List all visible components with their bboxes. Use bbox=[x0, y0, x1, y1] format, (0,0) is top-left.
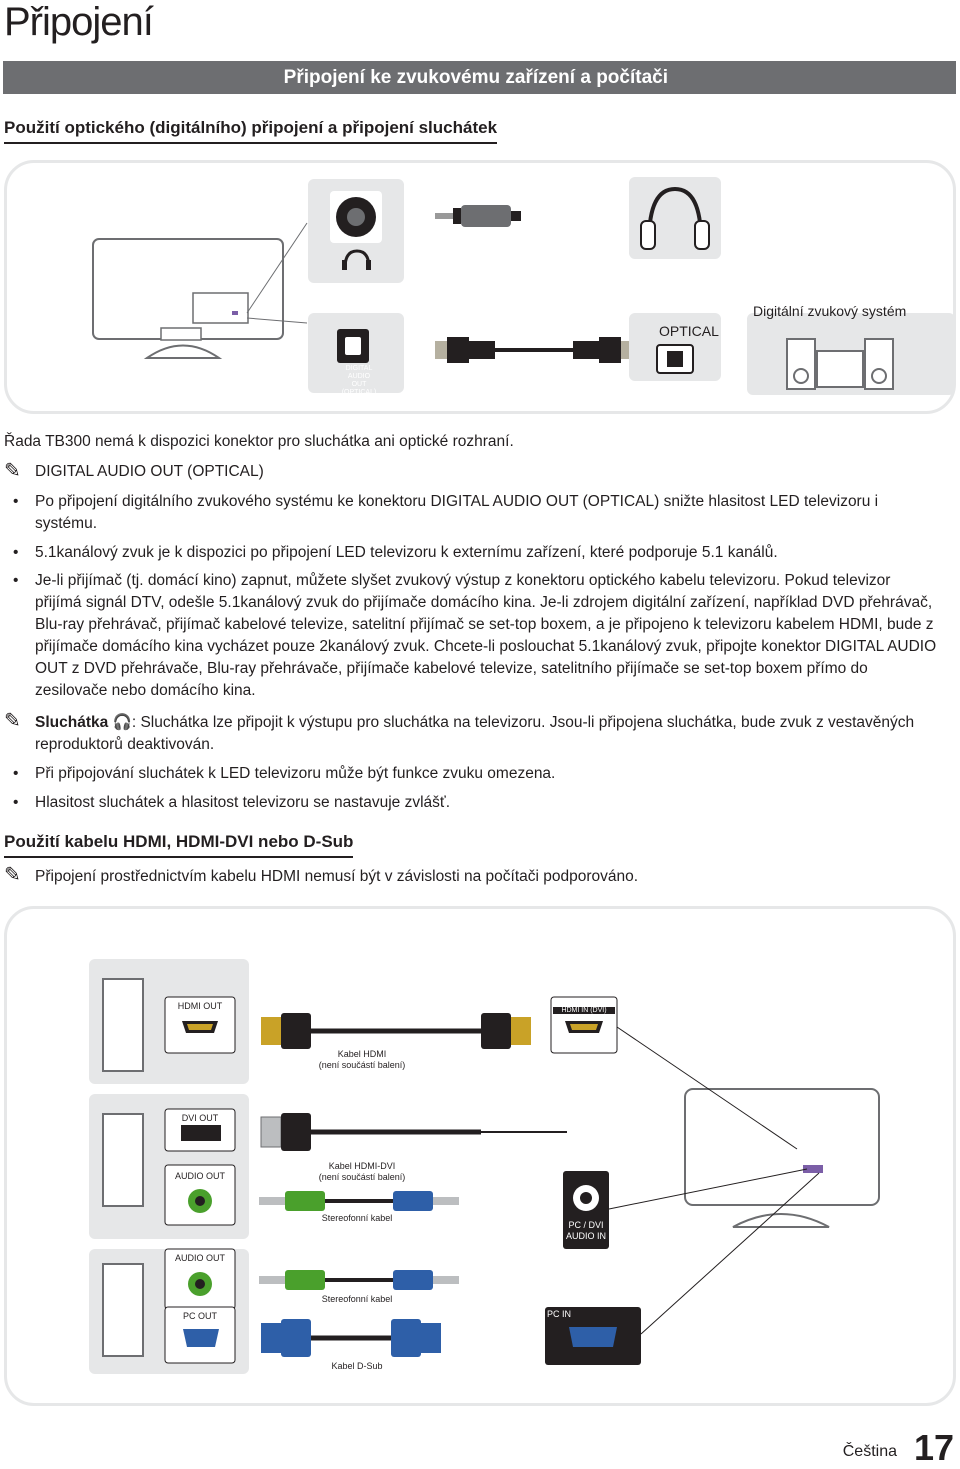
audio-out-label-2: AUDIO OUT bbox=[174, 1253, 225, 1263]
footer-language: Čeština bbox=[842, 1443, 897, 1460]
audio-out-label-1: AUDIO OUT bbox=[174, 1171, 225, 1181]
stereo-cable-label-2: Stereofonní kabel bbox=[321, 1294, 393, 1304]
optical-diagram-art bbox=[7, 163, 959, 417]
headphones-text: : Sluchátka lze připojit k výstupu pro sluchátka na televizoru. Jsou-li připojena sluchátka, bude zvuk z vestavěných reproduktorů deaktivován. bbox=[35, 714, 915, 753]
section-title: Připojení ke zvukovému zařízení a počítači bbox=[283, 67, 668, 88]
hdmi-in-label: HDMI IN (DVI) bbox=[553, 1007, 615, 1014]
hdmi-cable-note: (není součástí balení) bbox=[318, 1060, 406, 1070]
pc-diagram-art bbox=[7, 909, 959, 1409]
note-icon: ✎ bbox=[4, 460, 21, 482]
hdmi-cable-label: Kabel HDMI bbox=[337, 1049, 387, 1059]
hdmi-out-label: HDMI OUT bbox=[177, 1001, 223, 1011]
note-title-optical: DIGITAL AUDIO OUT (OPTICAL) bbox=[35, 463, 264, 480]
hdmi-dvi-cable-note: (není součástí balení) bbox=[318, 1172, 406, 1182]
section-title-bar bbox=[3, 61, 956, 94]
headphone-bullet-2: • Hlasitost sluchátek a hlasitost televizoru se nastavuje zvlášť. bbox=[35, 792, 940, 814]
stereo-cable-label-1: Stereofonní kabel bbox=[321, 1213, 393, 1223]
dvi-out-label: DVI OUT bbox=[181, 1113, 219, 1123]
optical-bullet-1: • Po připojení digitálního zvukového systému ke konektoru DIGITAL AUDIO OUT (OPTICAL) snižte hlasitost LED televizoru i systému. bbox=[35, 491, 940, 535]
headphone-bullet-1: • Při připojování sluchátek k LED televizoru může být funkce zvuku omezena. bbox=[35, 763, 940, 785]
page-number: 17 bbox=[913, 1427, 954, 1468]
pc-out-label: PC OUT bbox=[182, 1311, 217, 1321]
optical-section-heading: Použití optického (digitálního) připojení a připojení sluchátek bbox=[4, 118, 497, 144]
tv-back-outline bbox=[93, 239, 283, 339]
headphones-note bbox=[35, 712, 915, 756]
tv-optical-port-label: DIGITAL AUDIO OUT (OPTICAL) bbox=[341, 365, 377, 396]
optical-bullet-3: • Je-li přijímač (tj. domácí kino) zapnut, můžete slyšet zvukový výstup z konektoru optického kabelu televizoru. Pokud televizor přijímá signál DTV, odešle 5.1kanálový zvuk do přijímače domácího kina. Je-li zdrojem digitální zařízení, například DVD přehrávač, Blu-ray přehrávač, přijímač kabelové televize, satelitní přijímač se set-top boxem, a je připojeno k televizoru kabelem HDMI, bude z přijímače domácího kina vycházet pouze 2kanálový zvuk. Chcete-li poslouchat 5.1kanálový zvuk, připojte konektor DIGITAL AUDIO OUT z DVD přehrávače, Blu-ray přehrávače, přijímače kabelové televize, satelitního přijímače se set-top boxem přímo do zesilovače nebo domácího kina. bbox=[35, 570, 940, 702]
hdmi-dvi-cable-label: Kabel HDMI-DVI bbox=[328, 1161, 396, 1171]
pc-in-label: PC IN bbox=[547, 1309, 572, 1319]
pc-section-heading: Použití kabelu HDMI, HDMI-DVI nebo D-Sub bbox=[4, 832, 353, 858]
optical-diagram bbox=[4, 160, 956, 414]
tv-stand bbox=[147, 346, 219, 359]
pc-tower-2 bbox=[103, 1114, 143, 1206]
note-icon: ✎ bbox=[4, 864, 21, 886]
pc-tower-1 bbox=[103, 979, 143, 1071]
pc-tower-3 bbox=[103, 1264, 143, 1356]
audio-system-label: Digitální zvukový systém bbox=[753, 303, 907, 319]
pc-dvi-audio-in-line1: PC / DVI bbox=[568, 1220, 604, 1230]
pc-dvi-audio-in-line2: AUDIO IN bbox=[565, 1231, 606, 1241]
headphones-label: Sluchátka bbox=[35, 714, 109, 731]
tb300-note: Řada TB300 nemá k dispozici konektor pro sluchátka ani optické rozhraní. bbox=[4, 433, 514, 450]
dsub-cable-label: Kabel D-Sub bbox=[331, 1361, 383, 1371]
page-title: Připojení bbox=[4, 0, 153, 44]
optical-bullet-2: • 5.1kanálový zvuk je k dispozici po připojení LED televizoru k externímu zařízení, které podporuje 5.1 kanálů. bbox=[35, 542, 940, 564]
note-icon: ✎ bbox=[4, 710, 21, 732]
pc-diagram bbox=[4, 906, 956, 1406]
headphone-small-icon: 🎧 bbox=[112, 714, 132, 731]
pc-note: Připojení prostřednictvím kabelu HDMI nemusí být v závislosti na počítači podporováno. bbox=[35, 868, 639, 885]
optical-port-label: OPTICAL bbox=[659, 323, 719, 339]
